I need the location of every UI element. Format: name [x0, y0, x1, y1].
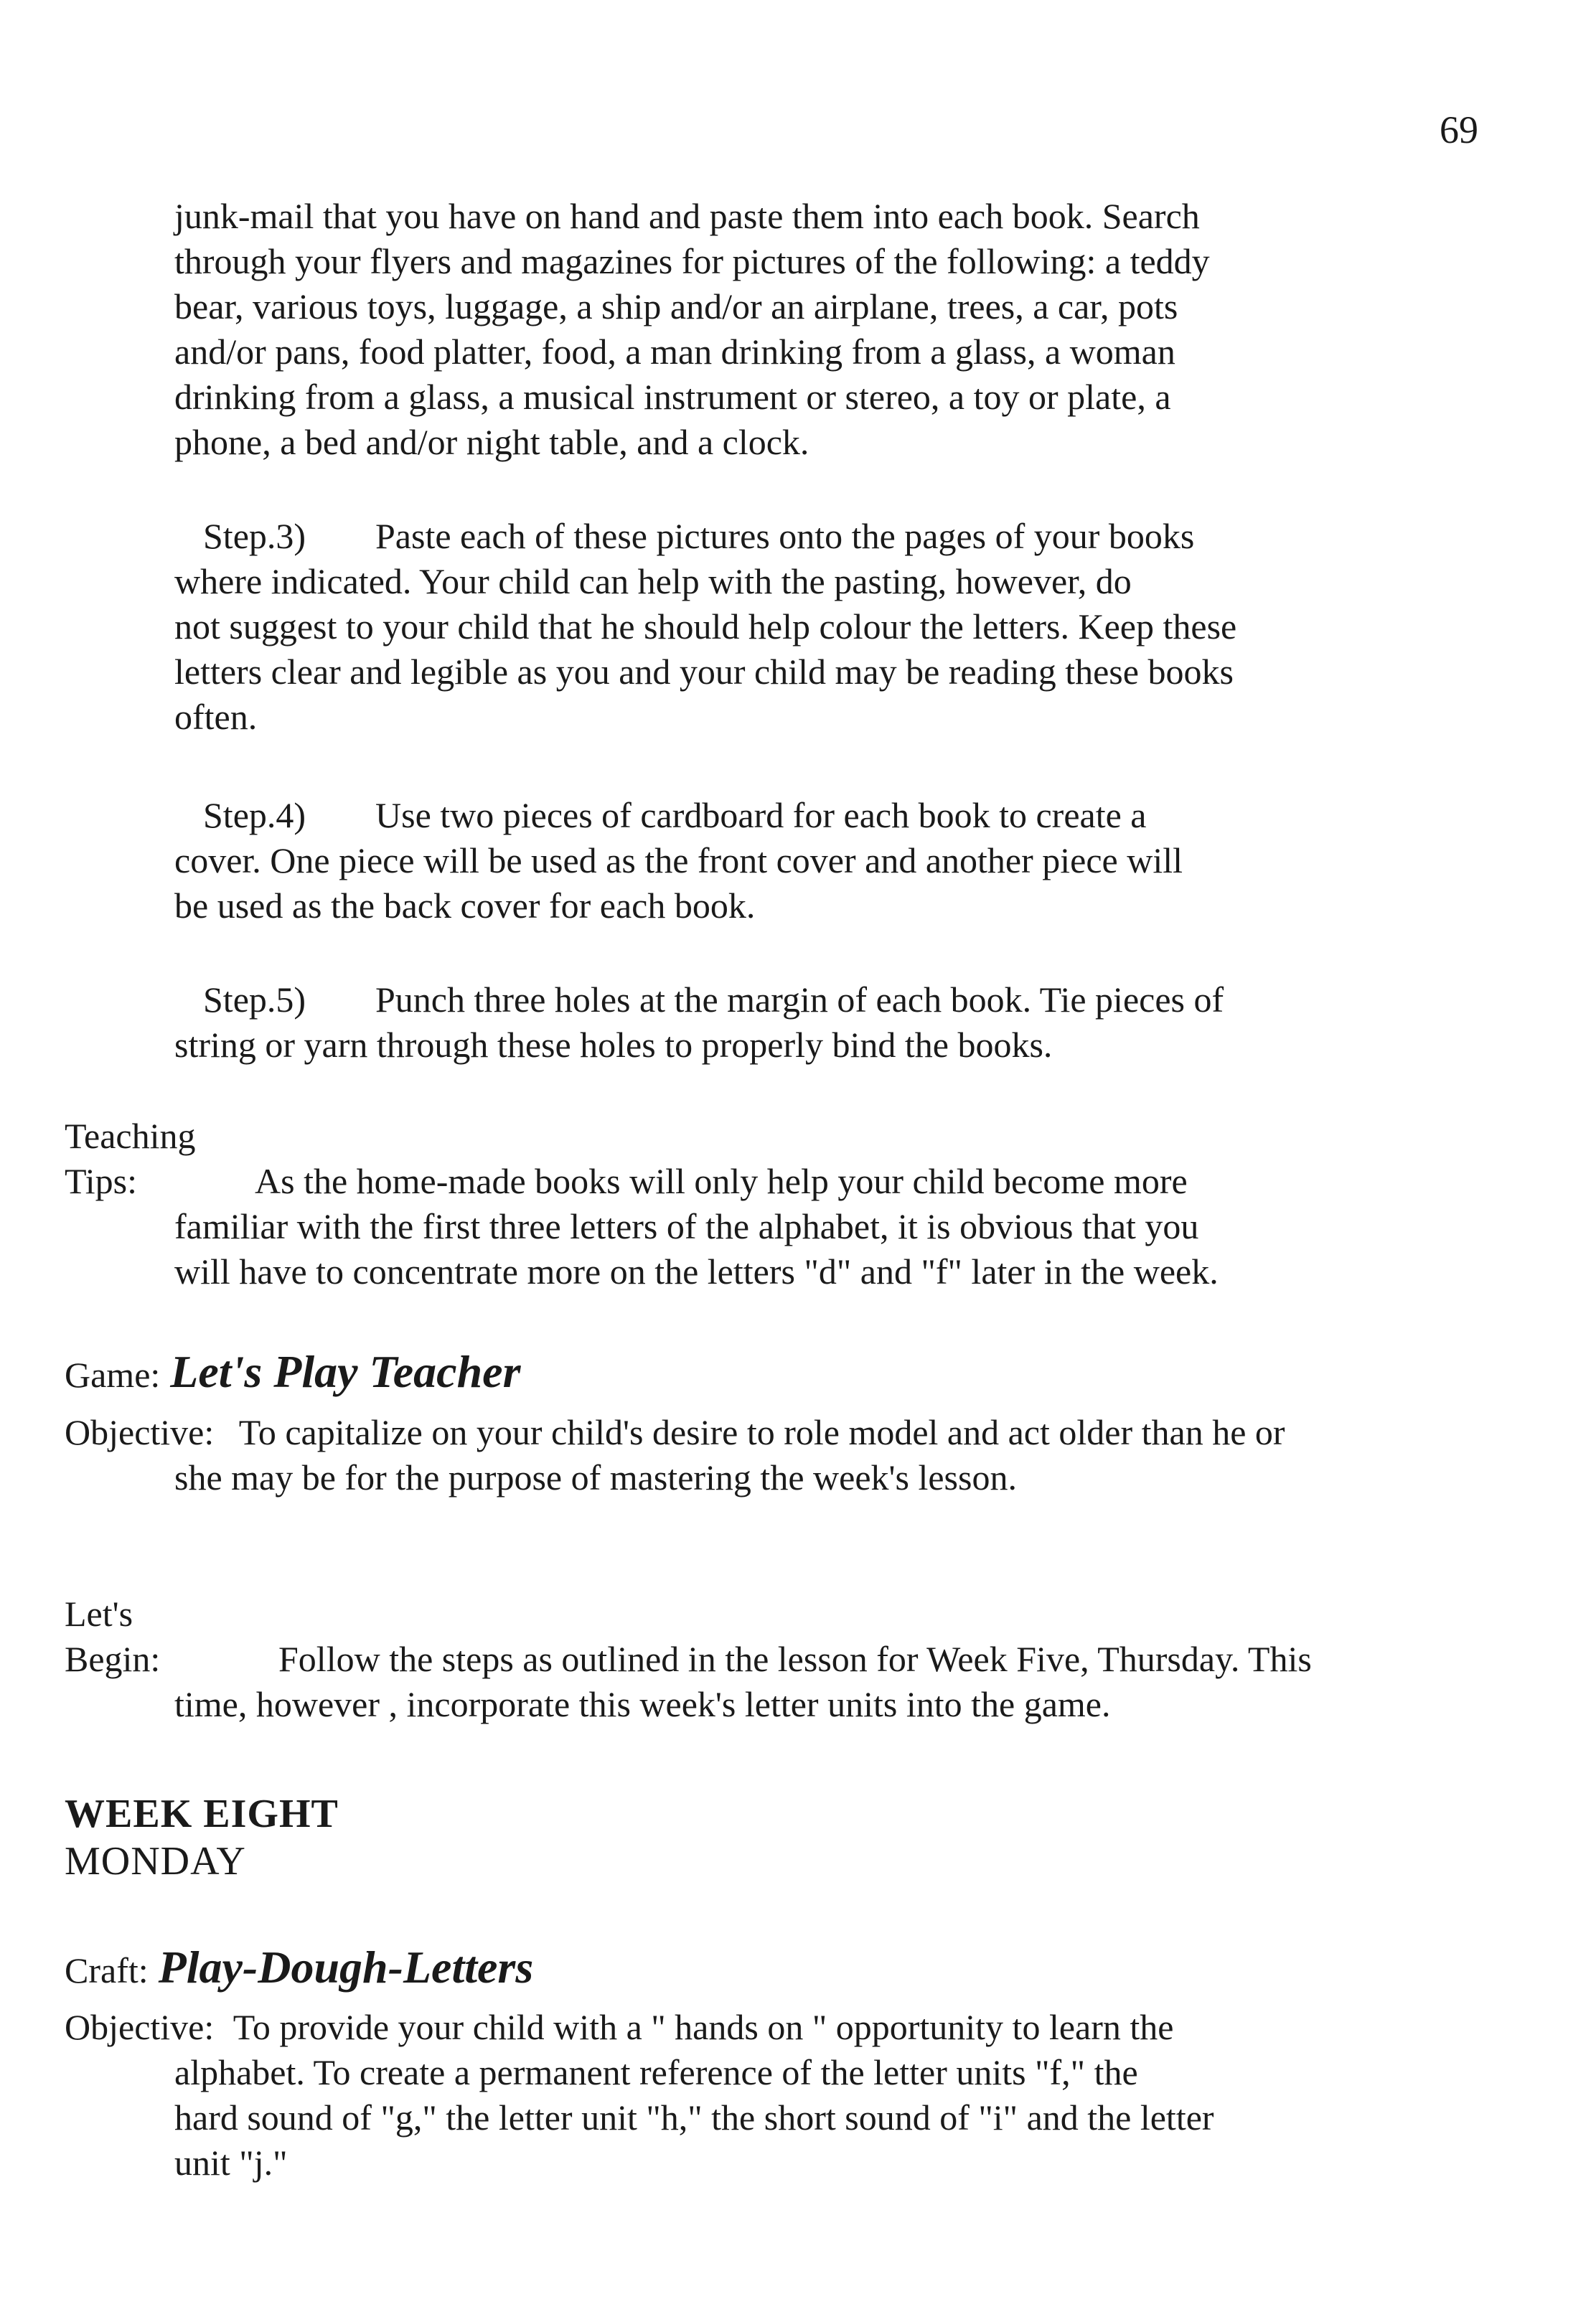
text-line: not suggest to your child that he should help colour the letters. Keep these [174, 606, 1237, 647]
lets-begin-label-line2: Begin: [65, 1639, 161, 1679]
text-line: Paste each of these pictures onto the pages of your books [375, 516, 1195, 556]
step-4-first-line [174, 793, 1466, 838]
text-line: Use two pieces of cardboard for each book to create a [375, 795, 1147, 835]
craft-objective-line [65, 2005, 1173, 2050]
text-line: often. [174, 697, 258, 737]
intro-paragraph [174, 194, 1466, 465]
lets-begin-first-line: Follow the steps as outlined in the lesson for Week Five, Thursday. This [278, 1639, 1312, 1679]
teaching-tips-body [174, 1204, 1466, 1294]
page-number: 69 [1440, 108, 1478, 151]
text-line: To capitalize on your child's desire to role model and act older than he or [238, 1412, 1285, 1452]
text-line: unit "j." [174, 2143, 288, 2183]
game-title: Let's Play Teacher [170, 1346, 521, 1397]
day-heading: MONDAY [65, 1839, 246, 1884]
text-line: alphabet. To create a permanent reference of the letter units "f," the [174, 2052, 1138, 2092]
text-line: will have to concentrate more on the letters "d" and "f" later in the week. [174, 1251, 1219, 1292]
teaching-tips-first-line: As the home-made books will only help your child become more [255, 1161, 1188, 1201]
teaching-tips-label-line2: Tips: [65, 1161, 138, 1201]
craft-objective-continued [174, 2050, 1466, 2186]
game-label: Game: [65, 1355, 161, 1395]
week-heading: WEEK EIGHT [65, 1792, 339, 1836]
game-objective-line [65, 1410, 1285, 1455]
text-line: junk-mail that you have on hand and paste them into each book. Search [174, 196, 1200, 236]
text-line: where indicated. Your child can help with the pasting, however, do [174, 561, 1132, 601]
text-line: string or yarn through these holes to properly bind the books. [174, 1025, 1053, 1065]
game-objective-label: Objective: [65, 1412, 215, 1452]
text-line: familiar with the first three letters of the alphabet, it is obvious that you [174, 1206, 1199, 1246]
step-4-paragraph [174, 793, 1466, 928]
text-line: cover. One piece will be used as the front cover and another piece will [174, 840, 1183, 880]
step-5-paragraph [174, 977, 1466, 1068]
text-line: hard sound of "g," the letter unit "h," the short sound of "i" and the letter [174, 2097, 1214, 2138]
step-3-label: Step.3) [203, 516, 306, 556]
teaching-tips-label-line1: Teaching [65, 1116, 196, 1156]
text-line: letters clear and legible as you and your child may be reading these books [174, 652, 1234, 692]
game-heading [65, 1346, 521, 1398]
text-line: through your flyers and magazines for pictures of the following: a teddy [174, 241, 1210, 281]
text-line: be used as the back cover for each book. [174, 885, 756, 926]
text-line: bear, various toys, luggage, a ship and/or an airplane, trees, a car, pots [174, 286, 1178, 326]
text-line: drinking from a glass, a musical instrument or stereo, a toy or plate, a [174, 377, 1171, 417]
step-5-label: Step.5) [203, 979, 306, 1020]
lets-begin-label [65, 1592, 160, 1682]
lets-begin-label-line1: Let's [65, 1594, 133, 1634]
text-line: Punch three holes at the margin of each book. Tie pieces of [375, 979, 1224, 1020]
text-line: To provide your child with a " hands on " opportunity to learn the [233, 2007, 1174, 2047]
craft-heading [65, 1942, 534, 1993]
craft-objective-label: Objective: [65, 2007, 215, 2047]
step-3-first-line [174, 514, 1466, 559]
craft-title: Play-Dough-Letters [158, 1942, 534, 1993]
lets-begin-continued: time, however , incorporate this week's letter units into the game. [174, 1684, 1111, 1724]
game-objective-continued: she may be for the purpose of mastering the week's lesson. [174, 1457, 1017, 1498]
step-4-label: Step.4) [203, 795, 306, 835]
step-3-paragraph [174, 514, 1466, 740]
craft-label: Craft: [65, 1950, 149, 1990]
text-line: and/or pans, food platter, food, a man drinking from a glass, a woman [174, 332, 1175, 372]
teaching-tips-label [65, 1114, 196, 1204]
text-line: phone, a bed and/or night table, and a clock. [174, 422, 809, 462]
step-5-first-line [174, 977, 1466, 1022]
